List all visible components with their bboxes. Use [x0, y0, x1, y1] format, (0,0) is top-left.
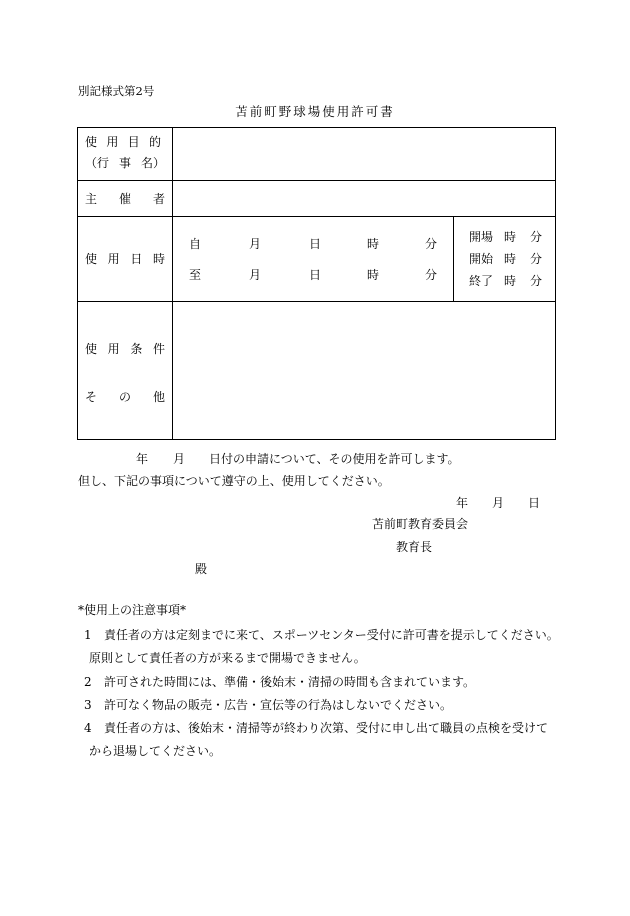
usage-conditions-label: 使 用 条 件 — [85, 342, 165, 356]
other-label: そ の 他 — [85, 390, 165, 404]
column-divider — [172, 127, 173, 440]
organizer-label: 主 催 者 — [85, 192, 165, 206]
issuer-title: 教育長 — [396, 540, 433, 554]
row-divider — [77, 180, 556, 181]
notes-heading: *使用上の注意事項* — [78, 603, 187, 617]
issuer-name: 苫前町教育委員会 — [372, 517, 469, 531]
compliance-line: 但し、下記の事項について遵守の上、使用してください。 — [78, 474, 390, 488]
column-divider — [453, 216, 454, 301]
event-name-label: （行 事 名） — [85, 156, 165, 170]
form-number: 別記様式第2号 — [78, 84, 155, 98]
usage-datetime-label: 使 用 日 時 — [85, 252, 165, 266]
row-divider — [77, 216, 556, 217]
row-divider — [77, 301, 556, 302]
purpose-label: 使 用 目 的 — [85, 135, 161, 149]
document-title: 苫前町野球場使用許可書 — [235, 104, 395, 119]
addressee-suffix: 殿 — [195, 562, 208, 576]
